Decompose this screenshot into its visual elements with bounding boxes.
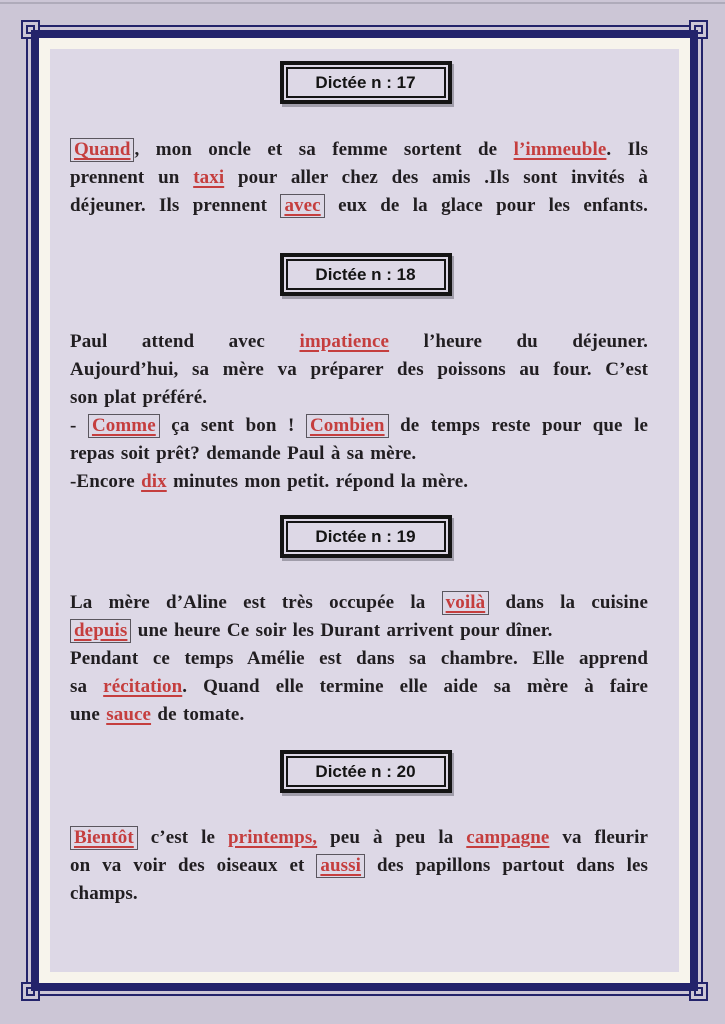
text-run: va fleurir — [549, 827, 648, 848]
text-run: . Ils — [606, 139, 648, 160]
text-line — [70, 192, 648, 220]
key-word-underlined: campagne — [466, 827, 550, 848]
text-line — [70, 880, 648, 908]
key-word-boxed: aussi — [316, 854, 365, 878]
text-run: repas soit prêt? demande Paul à sa mère. — [70, 443, 417, 464]
text-run: une heure Ce soir les Durant arrivent pour dîner. — [131, 620, 553, 641]
text-run: peu à peu la — [317, 827, 467, 848]
page-content — [50, 49, 679, 972]
text-run: déjeuner. Ils prennent — [70, 195, 281, 216]
key-word-boxed: Bientôt — [70, 826, 138, 850]
frame-inner-border — [31, 30, 698, 991]
text-line — [70, 852, 648, 880]
key-word-underlined: récitation — [103, 676, 183, 697]
key-word-underlined: impatience — [299, 331, 390, 352]
text-run: La mère d’Aline est très occupée la — [70, 592, 442, 613]
text-run: . Quand elle termine elle aide sa mère à faire — [182, 676, 649, 697]
key-word-underlined: sauce — [106, 704, 152, 725]
text-run: sa — [70, 676, 104, 697]
text-line — [70, 356, 648, 384]
text-run: son plat préféré. — [70, 387, 208, 408]
text-line — [70, 164, 648, 192]
text-line — [70, 384, 648, 412]
decorative-frame — [26, 25, 703, 996]
dictation-paragraph-19 — [70, 589, 648, 729]
text-line — [70, 412, 648, 440]
text-run: , mon oncle et sa femme sortent de — [134, 139, 514, 160]
text-run: Aujourd’hui, sa mère va préparer des poissons au four. C’est — [70, 359, 648, 380]
dictee-title-box-17 — [280, 61, 452, 104]
text-run: de temps reste pour que le — [388, 415, 648, 436]
key-word-boxed: depuis — [70, 619, 131, 643]
key-word-underlined: l’immeuble — [513, 139, 607, 160]
text-line — [70, 440, 648, 468]
key-word-underlined: taxi — [193, 167, 225, 188]
key-word-boxed: voilà — [442, 591, 490, 615]
key-word-underlined: dix — [141, 471, 167, 492]
key-word-underlined: printemps, — [228, 827, 318, 848]
dictee-title-box-20 — [280, 750, 452, 793]
dictee-title-17: Dictée n : 17 — [286, 67, 446, 98]
text-run: de tomate. — [151, 704, 245, 725]
text-line — [70, 701, 648, 729]
text-run: minutes mon petit. répond la mère. — [166, 471, 469, 492]
text-run: prennent un — [70, 167, 194, 188]
dictation-paragraph-17 — [70, 136, 648, 220]
dictee-title-18: Dictée n : 18 — [286, 259, 446, 290]
text-run: on va voir des oiseaux et — [70, 855, 317, 876]
text-line — [70, 824, 648, 852]
text-run: une — [70, 704, 107, 725]
text-run: l’heure du déjeuner. — [389, 331, 648, 352]
text-run: des papillons partout dans les — [365, 855, 648, 876]
dictee-title-box-18 — [280, 253, 452, 296]
text-line — [70, 617, 648, 645]
key-word-boxed: Comme — [88, 414, 160, 438]
key-word-boxed: avec — [280, 194, 324, 218]
text-run: champs. — [70, 883, 138, 904]
text-run: eux de la glace pour les enfants. — [324, 195, 648, 216]
text-run: c’est le — [137, 827, 229, 848]
text-run: pour aller chez des amis .Ils sont invités à — [224, 167, 648, 188]
dictation-paragraph-18 — [70, 328, 648, 496]
text-run: dans la cuisine — [489, 592, 648, 613]
dictation-paragraph-20 — [70, 824, 648, 908]
dictee-title-20: Dictée n : 20 — [286, 756, 446, 787]
text-run: Pendant ce temps Amélie est dans sa chambre. Elle apprend — [70, 648, 648, 669]
text-run: -Encore — [70, 471, 142, 492]
text-line — [70, 589, 648, 617]
dictee-title-19: Dictée n : 19 — [286, 521, 446, 552]
text-run: ça sent bon ! — [159, 415, 306, 436]
text-line — [70, 328, 648, 356]
text-line — [70, 136, 648, 164]
text-run: - — [70, 415, 88, 436]
scan-artifact-line — [0, 2, 725, 4]
text-line — [70, 468, 648, 496]
text-line — [70, 645, 648, 673]
text-line — [70, 673, 648, 701]
dictee-title-box-19 — [280, 515, 452, 558]
key-word-boxed: Quand — [70, 138, 134, 162]
key-word-boxed: Combien — [306, 414, 389, 438]
text-run: Paul attend avec — [70, 331, 300, 352]
